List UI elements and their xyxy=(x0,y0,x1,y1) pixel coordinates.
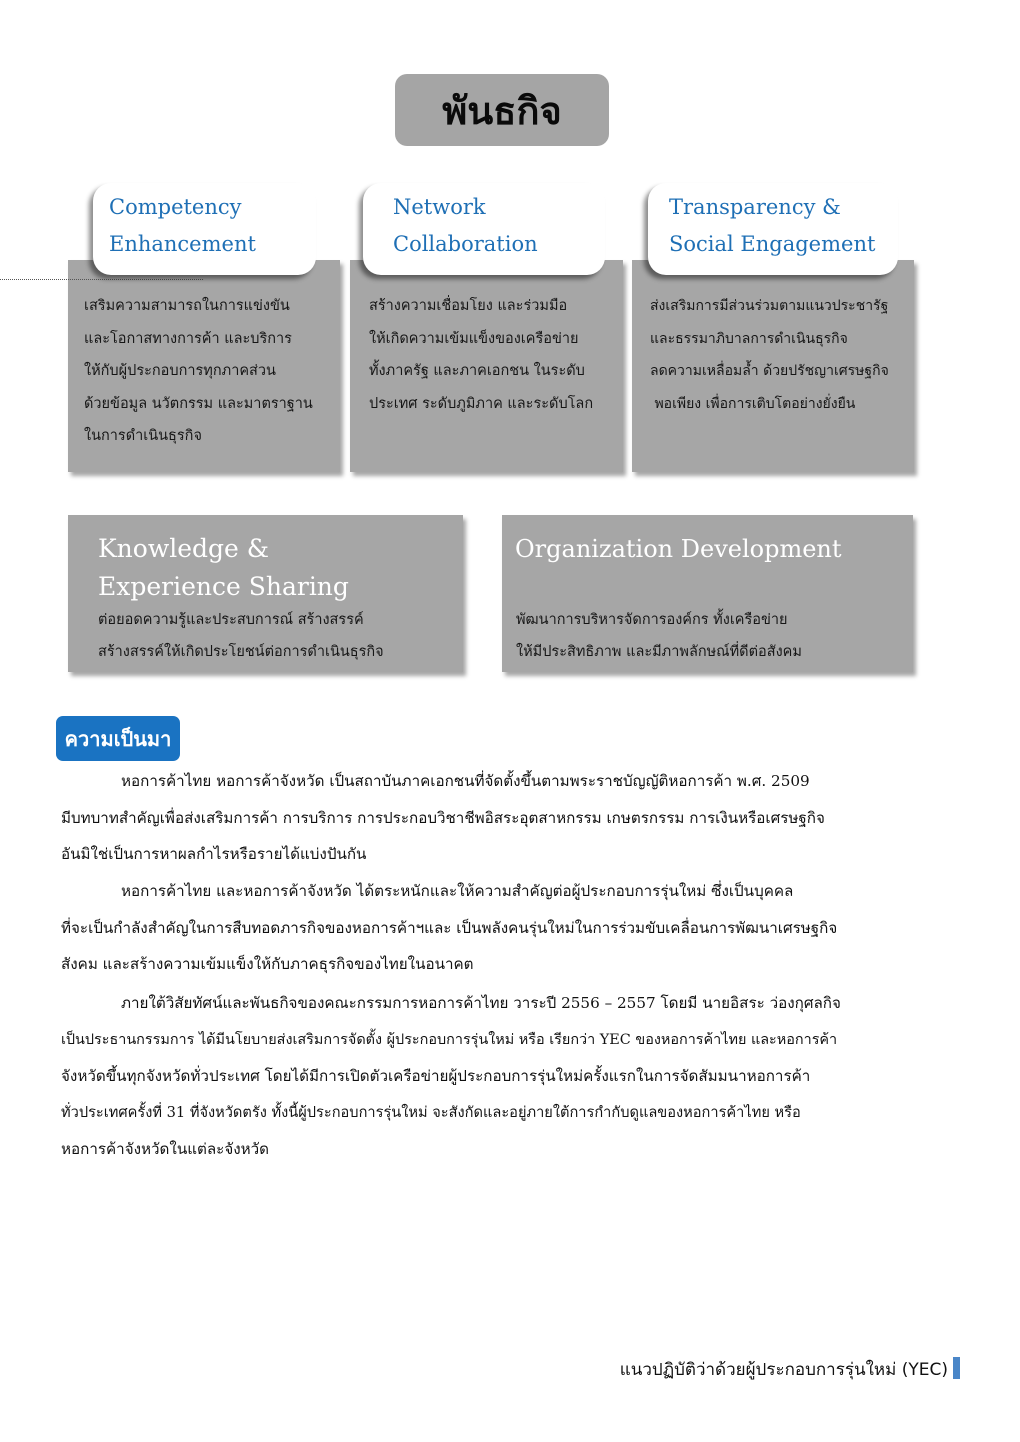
card-description xyxy=(369,290,593,420)
desc-line: สร้างสรรค์ให้เกิดประโยชน์ต่อการดำเนินธุรกิจ xyxy=(98,644,384,660)
paragraph-line: มีบทบาทสำคัญเพื่อส่งเสริมการค้า การบริการ การประกอบวิชาชีพอิสระอุตสาหกรรม เกษตรกรรม การเงินหรือเศรษฐกิจ xyxy=(61,808,825,827)
wide-card-description xyxy=(98,604,384,668)
card-title xyxy=(109,189,256,263)
mission-title: พันธกิจ xyxy=(442,87,562,133)
paragraph-line: สังคม และสร้างความเข้มแข็งให้กับภาคธุรกิจของไทยในอนาคต xyxy=(61,955,474,973)
card-title-tab xyxy=(648,183,898,275)
card-title-line: Competency xyxy=(109,195,242,219)
card-title-line: Enhancement xyxy=(109,232,256,256)
card-title-tab xyxy=(93,183,316,275)
paragraph-line: ภายใต้วิสัยทัศน์และพันธกิจของคณะกรรมการหอการค้าไทย วาระปี 2556 – 2557 โดยมี นายอิสระ ว่องกุศลกิจ xyxy=(121,994,841,1012)
desc-line: ให้เกิดความเข้มแข็งของเครือข่าย xyxy=(369,330,579,347)
wide-card-title-line: Knowledge & xyxy=(98,534,270,563)
desc-line: ด้วยข้อมูล นวัตกรรม และมาตราฐาน xyxy=(84,395,313,412)
paragraph-line: จังหวัดขึ้นทุกจังหวัดทั่วประเทศ โดยได้มีการเปิดตัวเครือข่ายผู้ประกอบการรุ่นใหม่ครั้งแรกในการจัดสัมมนาหอการค้า xyxy=(61,1067,811,1085)
paragraph-line: หอการค้าไทย หอการค้าจังหวัด เป็นสถาบันภาคเอกชนที่จัดตั้งขึ้นตามพระราชบัญญัติหอการค้า พ.ศ. 2509 xyxy=(121,772,810,790)
footer-accent-bar xyxy=(953,1357,960,1379)
card-description xyxy=(650,290,889,420)
card-title xyxy=(393,189,538,263)
paragraph-line: ที่จะเป็นกำลังสำคัญในการสืบทอดภารกิจของหอการค้าฯและ เป็นพลังคนรุ่นใหม่ในการร่วมขับเคลื่อนการพัฒนาเศรษฐกิจ xyxy=(61,918,838,937)
paragraph-line: ทั่วประเทศครั้งที่ 31 ที่จังหวัดตรัง ทั้งนี้ผู้ประกอบการรุ่นใหม่ จะสังกัดและอยู่ภายใต้การกำกับดูแลของหอการค้าไทย หรือ xyxy=(61,1103,801,1121)
wide-card-title-line: Organization Development xyxy=(515,535,842,563)
paragraph-line: เป็นประธานกรรมการ ได้มีนโยบายส่งเสริมการจัดตั้ง ผู้ประกอบการรุ่นใหม่ หรือ เรียกว่า YEC ของหอการค้าไทย และหอการค้า xyxy=(61,1031,838,1048)
desc-line: ต่อยอดความรู้และประสบการณ์ สร้างสรรค์ xyxy=(98,612,364,628)
card-title-line: Collaboration xyxy=(393,232,538,256)
desc-line: ให้มีประสิทธิภาพ และมีภาพลักษณ์ที่ดีต่อสังคม xyxy=(516,644,802,660)
desc-line: พัฒนาการบริหารจัดการองค์กร ทั้งเครือข่าย xyxy=(516,612,788,628)
desc-line: ส่งเสริมการมีส่วนร่วมตามแนวประชารัฐ xyxy=(650,298,889,314)
wide-card-description xyxy=(516,604,802,668)
desc-line: พอเพียง เพื่อการเติบโตอย่างยั่งยืน xyxy=(650,395,856,412)
section-heading: ความเป็นมา xyxy=(64,726,172,751)
card-title xyxy=(669,189,875,263)
desc-line: และธรรมาภิบาลการดำเนินธุรกิจ xyxy=(650,330,848,347)
desc-line: สร้างความเชื่อมโยง และร่วมมือ xyxy=(369,298,568,314)
paragraph-line: หอการค้าจังหวัดในแต่ละจังหวัด xyxy=(61,1140,270,1158)
desc-line: และโอกาสทางการค้า และบริการ xyxy=(84,330,292,347)
desc-line: ลดความเหลื่อมล้ำ ด้วยปรัชญาเศรษฐกิจ xyxy=(650,363,889,379)
dotted-divider xyxy=(0,279,203,280)
card-title-line: Social Engagement xyxy=(669,232,876,256)
page-footer: แนวปฏิบัติว่าด้วยผู้ประกอบการรุ่นใหม่ (YEC) xyxy=(619,1360,948,1380)
background-paragraph-1 xyxy=(61,763,948,873)
background-paragraph-3 xyxy=(61,985,948,1168)
paragraph-line: หอการค้าไทย และหอการค้าจังหวัด ได้ตระหนักและให้ความสำคัญต่อผู้ประกอบการรุ่นใหม่ ซึ่งเป็นบุคคล xyxy=(121,882,794,900)
mission-title-box xyxy=(395,74,609,146)
wide-card-title xyxy=(98,530,349,606)
card-title-tab xyxy=(363,183,605,275)
background-paragraph-2 xyxy=(61,873,948,983)
desc-line: ในการดำเนินธุรกิจ xyxy=(84,428,202,444)
wide-card-title-line: Experience Sharing xyxy=(98,572,349,601)
card-title-line: Network xyxy=(393,195,486,219)
section-heading-badge xyxy=(56,716,180,761)
paragraph-line: อันมิใช่เป็นการหาผลกำไรหรือรายได้แบ่งปันกัน xyxy=(61,845,367,863)
card-title-line: Transparency & xyxy=(669,195,841,219)
desc-line: ให้กับผู้ประกอบการทุกภาคส่วน xyxy=(84,363,276,379)
wide-card-title xyxy=(515,530,842,568)
card-description xyxy=(84,290,313,453)
desc-line: เสริมความสามารถในการแข่งขัน xyxy=(84,298,290,314)
desc-line: ประเทศ ระดับภูมิภาค และระดับโลก xyxy=(369,395,594,412)
desc-line: ทั้งภาครัฐ และภาคเอกชน ในระดับ xyxy=(369,363,585,379)
